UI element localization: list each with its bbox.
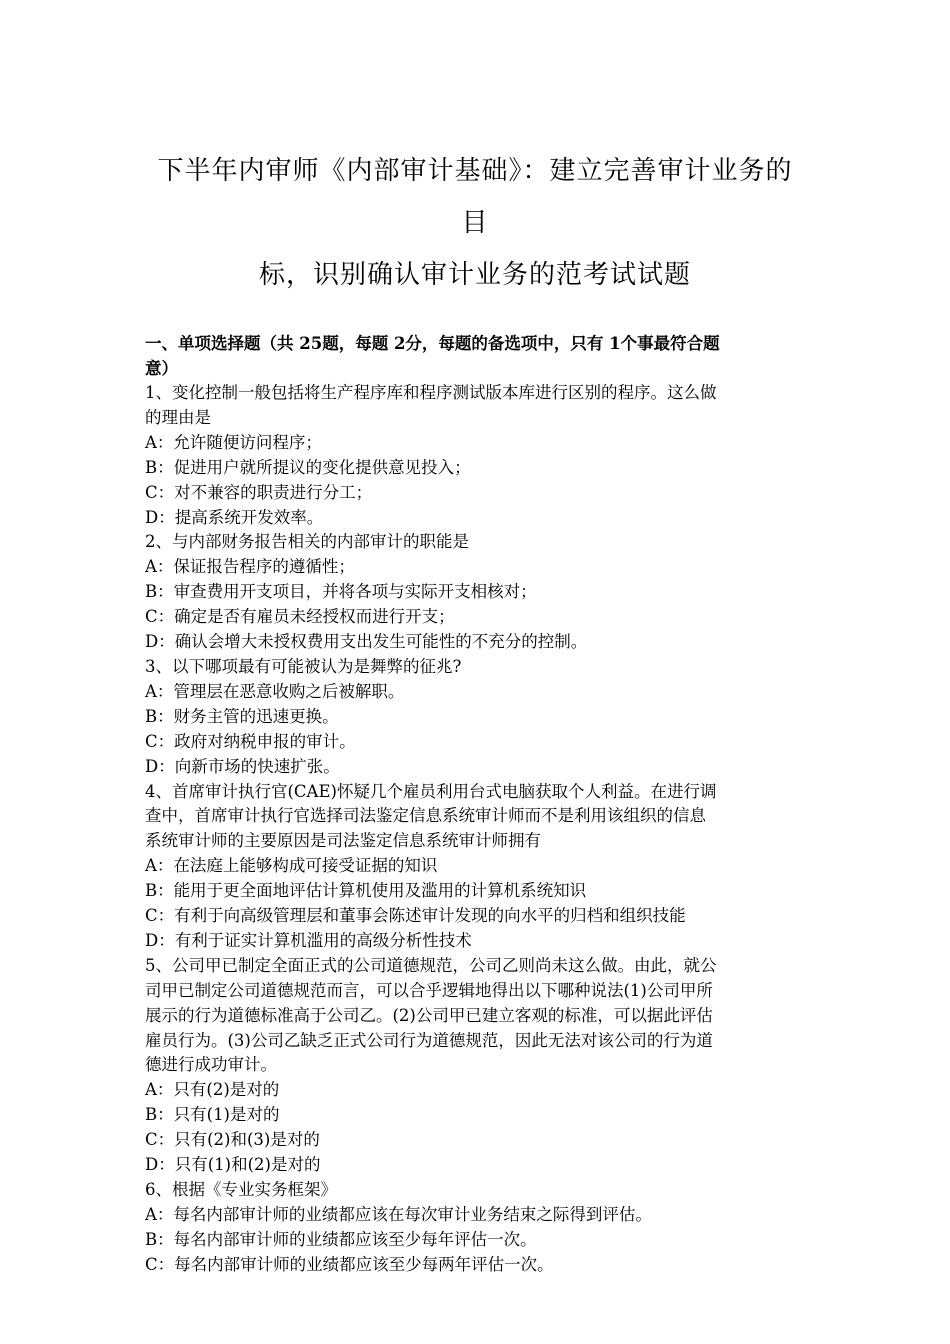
text-line: A：保证报告程序的遵循性； <box>145 557 355 577</box>
text-line: C：政府对纳税申报的审计。 <box>145 731 356 751</box>
title-line-1: 下半年内审师《内部审计基础》：建立完善审计业务的目 <box>157 156 793 238</box>
text-line: D：向新市场的快速扩张。 <box>145 756 340 776</box>
text-line: D：提高系统开发效率。 <box>145 507 324 527</box>
text-line: C：对不兼容的职责进行分工； <box>145 482 373 502</box>
text-line: C：每名内部审计师的业绩都应该至少每两年评估一次。 <box>145 1254 554 1274</box>
text-line: 4、首席审计执行官(CAE)怀疑几个雇员利用台式电脑获取个人利益。在进行调 <box>145 781 717 801</box>
text-line: 6、根据《专业实务框架》 <box>145 1180 337 1199</box>
text-line: D：有利于证实计算机滥用的高级分析性技术 <box>145 930 472 950</box>
section-heading-line-1: 一、单项选择题（共 25题，每题 2分，每题的备选项中，只有 1个事最符合题 <box>145 334 720 353</box>
section-heading <box>145 331 805 381</box>
text-line: A：允许随便访问程序； <box>145 432 322 452</box>
text-line: B：能用于更全面地评估计算机使用及滥用的计算机系统知识 <box>145 881 587 901</box>
text-line: 德进行成功审计。 <box>145 1055 277 1075</box>
text-line: 系统审计师的主要原因是司法鉴定信息系统审计师拥有 <box>145 831 541 851</box>
text-line: A：管理层在恶意收购之后被解职。 <box>145 681 405 701</box>
text-line: C：确定是否有雇员未经授权而进行开支； <box>145 607 455 627</box>
section-heading-line-2: 意） <box>145 359 178 378</box>
text-line: A：每名内部审计师的业绩都应该在每次审计业务结束之际得到评估。 <box>145 1204 652 1224</box>
title-line-2: 标，识别确认审计业务的范考试试题 <box>258 260 691 290</box>
text-line: D：确认会增大未授权费用支出发生可能性的不充分的控制。 <box>145 632 588 652</box>
text-line: B：只有(1)是对的 <box>145 1105 280 1125</box>
text-line: B：促进用户就所提议的变化提供意见投入； <box>145 457 471 477</box>
text-line: 的理由是 <box>145 407 211 427</box>
text-line: C：只有(2)和(3)是对的 <box>145 1130 320 1150</box>
text-line: B：审查费用开支项目，并将各项与实际开支相核对； <box>145 582 537 602</box>
question-list <box>145 381 805 1278</box>
text-line: A：只有(2)是对的 <box>145 1080 280 1100</box>
text-line: 查中，首席审计执行官选择司法鉴定信息系统审计师而不是利用该组织的信息 <box>145 806 706 826</box>
text-line: B：每名内部审计师的业绩都应该至少每年评估一次。 <box>145 1229 537 1249</box>
text-line: B：财务主管的迅速更换。 <box>145 706 339 726</box>
text-line: A：在法庭上能够构成可接受证据的知识 <box>145 856 438 876</box>
text-line: 展示的行为道德标准高于公司乙。(2)公司甲已建立客观的标准，可以据此评估 <box>145 1005 713 1025</box>
text-line: 5、公司甲已制定全面正式的公司道德规范，公司乙则尚未这么做。由此，就公 <box>145 955 717 975</box>
text-line: 1、变化控制一般包括将生产程序库和程序测试版本库进行区别的程序。这么做 <box>145 383 717 402</box>
text-line: 司甲已制定公司道德规范而言，可以合乎逻辑地得出以下哪种说法(1)公司甲所 <box>145 980 713 1000</box>
text-line: 雇员行为。(3)公司乙缺乏正式公司行为道德规范，因此无法对该公司的行为道 <box>145 1030 713 1050</box>
text-line: C：有利于向高级管理层和董事会陈述审计发现的向水平的归档和组织技能 <box>145 906 686 926</box>
document-title <box>145 145 805 301</box>
text-line: D：只有(1)和(2)是对的 <box>145 1155 321 1175</box>
text-line: 2、与内部财务报告相关的内部审计的职能是 <box>145 532 469 552</box>
text-line: 3、以下哪项最有可能被认为是舞弊的征兆? <box>145 656 462 676</box>
